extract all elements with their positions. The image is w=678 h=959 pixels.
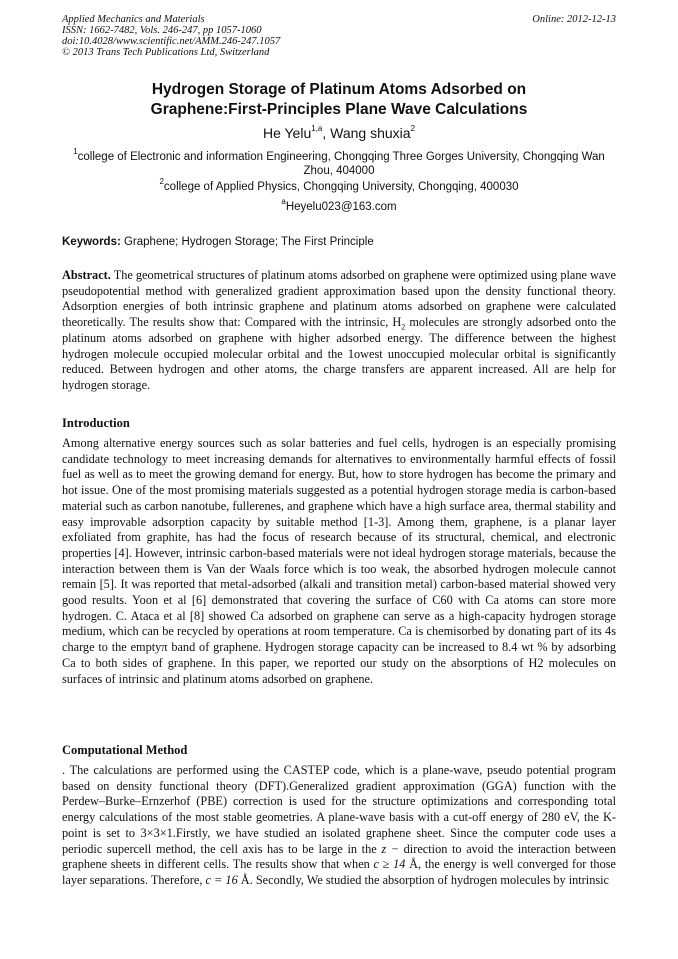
journal-header — [62, 14, 616, 58]
email-sup: a — [281, 197, 286, 207]
affiliation-2 — [62, 177, 616, 194]
author-line — [62, 124, 616, 142]
online-date: Online: 2012-12-13 — [532, 14, 616, 25]
abstract-label: Abstract. — [62, 268, 111, 282]
affiliation-1-text: college of Electronic and information Engineering, Chongqing Three Gorges University, Chongqing Wan Zhou, 404000 — [77, 151, 605, 177]
title-line-1: Hydrogen Storage of Platinum Atoms Adsorbed on — [151, 81, 527, 98]
abstract-text-1: The geometrical structures of platinum atoms adsorbed on graphene were optimized using plane wave pseudopotential method with generalized gradient approximation based upon the density functional theory. Adsorption energies of both intrinsic graphene and platinum atoms adsorbed on graphene were calculated theoretically. The results show that: Compared with the intrinsic, H — [62, 268, 616, 330]
abstract-text-2: molecules are strongly adsorbed onto the platinum atoms adsorbed on graphene with higher adsorbed energy. The difference between the highest hydrogen molecule occupied molecular orbital and the 1owest unoccupied molecular orbital is significantly reduced. Between hydrogen and other atoms, the charge transfers are apparent increased. All are help for hydrogen storage. — [62, 315, 616, 392]
comp-text-1: . The calculations are performed using the CASTEP code, which is a plane-wave, pseudo potential program based on density functional theory (DFT).Generalized gradient approximation (GGA) function with the Perdew–Burke–Ernzerhof (PBE) correction is used for the structure optimizations and corresponding total energy calculations of the most stable geometries. A plane-wave basis with a cut-off energy of 280 eV, the K-point is set to 3×3×1.Firstly, we have studied an isolated graphene sheet. Since the computer code uses a periodic supercell method, the cell axis has to be large in the — [62, 763, 616, 856]
computational-method-text — [62, 763, 616, 889]
comp-text-2: direction to avoid the interaction between graphene sheets in different cells. The results show that when — [62, 841, 616, 872]
journal-issn: ISSN: 1662-7482, Vols. 246-247, pp 1057-1060 — [62, 25, 262, 36]
author-2-sup: 2 — [410, 124, 416, 134]
abstract — [62, 268, 616, 394]
affiliation-1-sup: 1 — [73, 147, 78, 157]
c-condition-math: c ≥ 14 — [373, 857, 406, 872]
abstract-subscript: 2 — [401, 322, 406, 332]
title-line-2: Graphene:First-Principles Plane Wave Calculations — [150, 101, 528, 118]
z-direction-math: z − — [381, 841, 400, 856]
author-1: He Yelu — [262, 125, 312, 141]
journal-name: Applied Mechanics and Materials — [62, 14, 205, 25]
affiliation-1 — [62, 147, 616, 178]
comp-text-3: , the energy is well converged for those layer separations. Therefore, — [62, 857, 616, 887]
c-value-math: c = 16 — [205, 872, 238, 887]
author-2: Wang shuxia — [330, 125, 411, 141]
unit-angstrom-1: Å — [405, 857, 419, 872]
introduction-heading: Introduction — [62, 416, 130, 430]
journal-doi: doi:10.4028/www.scientific.net/AMM.246-247.1057 — [62, 36, 281, 47]
affiliation-2-sup: 2 — [159, 177, 164, 187]
affiliation-2-text: college of Applied Physics, Chongqing University, Chongqing, 400030 — [163, 181, 519, 193]
paper-title — [62, 80, 616, 120]
keywords-label: Keywords: — [62, 236, 121, 248]
unit-angstrom-2: Å — [237, 872, 250, 887]
computational-method-heading: Computational Method — [62, 743, 188, 757]
journal-copyright: © 2013 Trans Tech Publications Ltd, Switzerland — [62, 47, 270, 58]
author-1-sup: 1,a — [311, 124, 323, 134]
author-separator: , — [322, 125, 331, 141]
comp-text-4: . Secondly, We studied the absorption of hydrogen molecules by intrinsic — [249, 872, 609, 887]
keywords — [62, 235, 616, 249]
introduction-text: Among alternative energy sources such as solar batteries and fuel cells, hydrogen is an especially promising candidate technology to meet increasing demands for alternatives to environmentally harmful effects of fossil fuel as well as to meet the growing demand for energy. But, how to store hydrogen has become the primary and hot issue. One of the most promising materials suggested as a potential hydrogen storage media is carbon-based material such as carbon nanotube, fullerenes, and graphene which have a high surface area, thermal stability and easy improvable adsorption capacity by suitable method [1-3]. Among them, graphene, is a planar layer exfoliated from graphite, has had the focus of research because of its structural, chemical, and electronic properties [4]. However, intrinsic carbon-based materials were not ideal hydrogen storage materials, because the interaction between them is Van der Waals force which is too weak, the absorbed hydrogen molecule cannot remain [5]. It was reported that metal-adsorbed (alkali and transition metal) carbon-based material showed very good results. Yoon et al [6] demonstrated that covering the surface of C60 with Ca atoms can store more hydrogen. C. Ataca et al [8] showed Ca adsorbed on graphene can serve as a high-capacity hydrogen storage medium, which can be recycled by operations at room temperature. Ca is chemisorbed by donating part of its 4s charge to the emptyπ band of graphene. Hydrogen storage capacity can be increased to 8.4 wt % by adsorbing Ca to both sides of graphene. In this paper, we reported our study on the absorptions of H2 molecules on surfaces of intrinsic and platinum atoms adsorbed on graphene. — [62, 436, 616, 686]
email-text: Heyelu023@163.com — [285, 201, 397, 213]
keywords-text: Graphene; Hydrogen Storage; The First Principle — [120, 236, 374, 248]
author-email — [62, 197, 616, 214]
